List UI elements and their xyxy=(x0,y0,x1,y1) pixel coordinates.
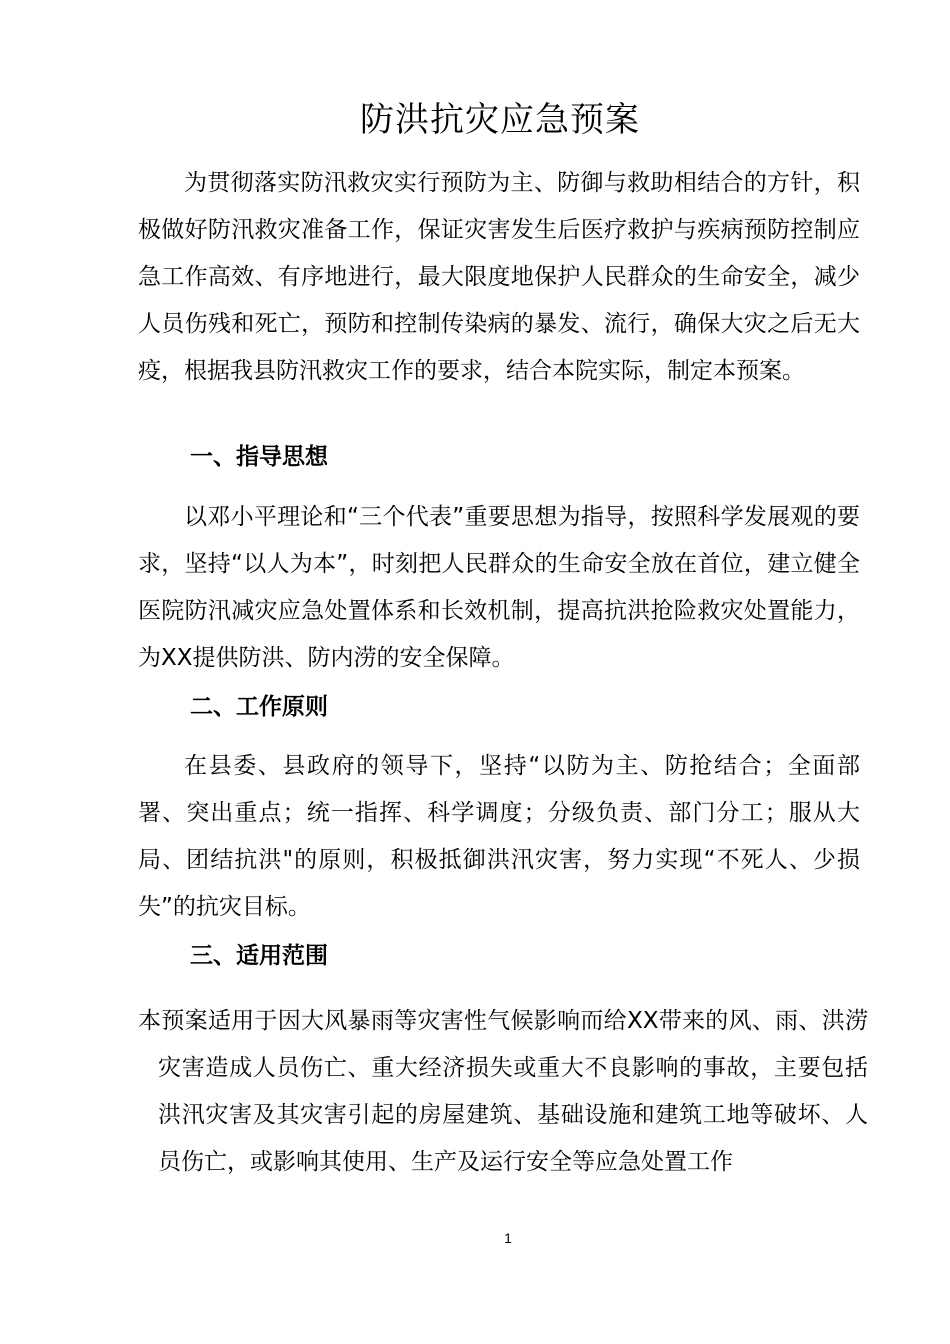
section-body-scope: 本预案适用于因大风暴雨等灾害性气候影响而给XX带来的风、雨、洪涝灾害造成人员伤亡、重大经济损失或重大不良影响的事故，主要包括洪汛灾害及其灾害引起的房屋建筑、基础设施和建筑工地等破坏、人员伤亡，或影响其使用、生产及运行安全等应急处置工作 xyxy=(138,1008,868,1175)
document-title: 防洪抗灾应急预案 xyxy=(360,100,640,140)
section-heading-scope: 三、适用范围 xyxy=(190,943,328,969)
section-heading-guiding-ideology: 一、指导思想 xyxy=(190,444,328,470)
page-number: 1 xyxy=(504,1230,512,1246)
section-body-guiding-ideology: 以邓小平理论和“三个代表”重要思想为指导，按照科学发展观的要求，坚持“以人为本”，时刻把人民群众的生命安全放在首位，建立健全医院防汛减灾应急处置体系和长效机制，提高抗洪抢险救灾处置能力，为XX提供防洪、防内涝的安全保障。 xyxy=(138,504,860,671)
section-body-working-principles: 在县委、县政府的领导下，坚持“以防为主、防抢结合；全面部署、突出重点；统一指挥、科学调度；分级负责、部门分工；服从大局、团结抗洪"的原则，积极抵御洪汛灾害，努力实现“不死人、少损失”的抗灾目标。 xyxy=(138,753,860,920)
intro-paragraph: 为贯彻落实防汛救灾实行预防为主、防御与救助相结合的方针，积极做好防汛救灾准备工作，保证灾害发生后医疗救护与疾病预防控制应急工作高效、有序地进行，最大限度地保护人民群众的生命安全，减少人员伤残和死亡，预防和控制传染病的暴发、流行，确保大灾之后无大疫，根据我县防汛救灾工作的要求，结合本院实际，制定本预案。 xyxy=(138,170,860,384)
section-heading-working-principles: 二、工作原则 xyxy=(190,694,328,720)
